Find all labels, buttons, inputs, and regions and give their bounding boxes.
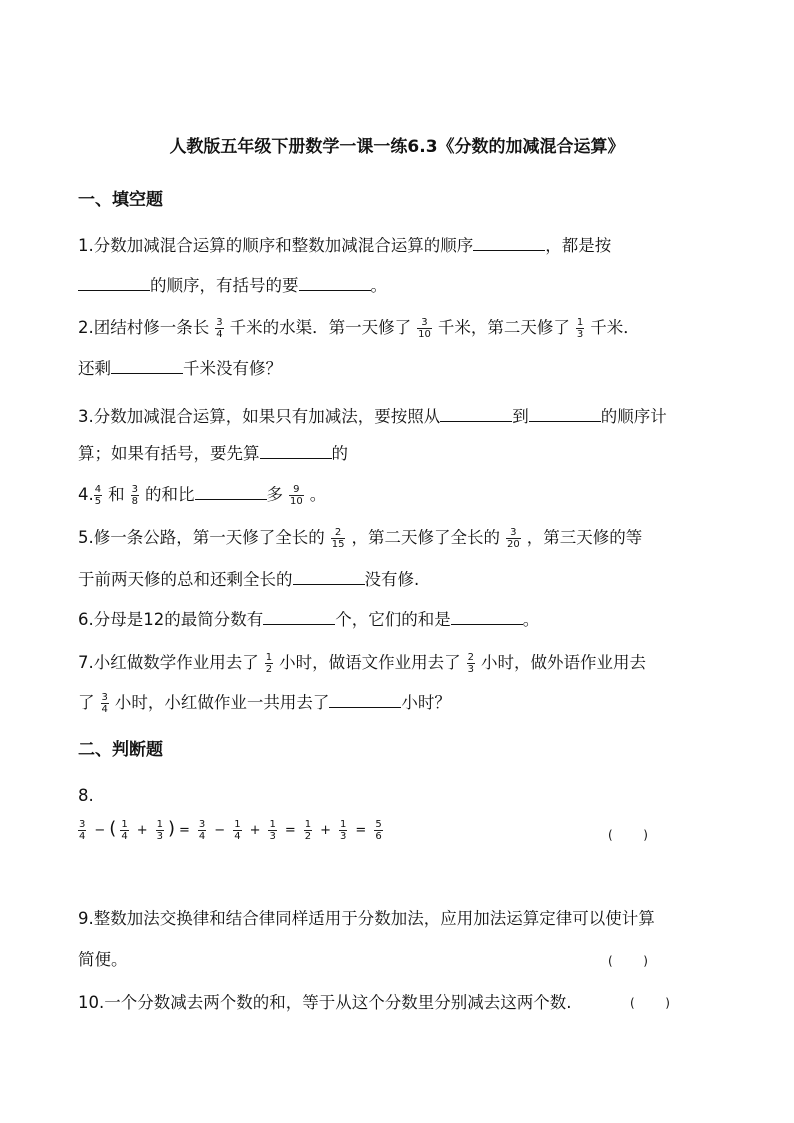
- answer-blank[interactable]: [329, 691, 401, 708]
- fraction: $\frac{1}{3}$: [576, 317, 584, 340]
- answer-parenthesis[interactable]: ( ): [608, 954, 648, 968]
- question-8-number: 8.: [78, 786, 94, 805]
- page-title: 人教版五年级下册数学一课一练6.3《分数的加减混合运算》: [169, 137, 625, 157]
- fraction: $\frac{2}{15}$: [331, 527, 345, 550]
- answer-blank[interactable]: [473, 234, 545, 251]
- fraction: $\frac{1}{3}$: [269, 819, 276, 842]
- section-fill-heading: 一、填空题: [78, 190, 163, 210]
- fraction: $\frac{3}{10}$: [418, 317, 431, 340]
- fraction: $\frac{1}{2}$: [304, 819, 312, 842]
- section-judge-heading: 二、判断题: [78, 740, 163, 760]
- fraction: $\frac{3}{8}$: [131, 484, 138, 507]
- fraction: $\frac{1}{3}$: [156, 819, 163, 842]
- fraction: $\frac{3}{4}$: [79, 819, 86, 842]
- fraction: $\frac{1}{2}$: [265, 652, 273, 675]
- answer-blank[interactable]: [293, 568, 365, 585]
- answer-blank[interactable]: [263, 608, 335, 625]
- question-2-line-2: 还剩 千米没有修？: [78, 359, 282, 378]
- fraction: $\frac{4}{5}$: [94, 484, 102, 507]
- fraction: $\frac{3}{4}$: [198, 819, 206, 842]
- question-10: 10.一个分数减去两个数的和，等于从这个分数里分别减去这两个数.: [78, 993, 572, 1012]
- fraction: $\frac{3}{4}$: [216, 317, 223, 340]
- answer-blank[interactable]: [299, 274, 371, 291]
- question-7-line-1: 7.小红做数学作业用去了 $\frac{1}{2}$ 小时，做语文作业用去了 $\frac{2}{3}$ 小时，做外语作业用去: [78, 652, 646, 675]
- answer-blank[interactable]: [440, 405, 512, 422]
- question-1-line-1: 1.分数加减混合运算的顺序和整数加减混合运算的顺序 ，都是按: [78, 236, 612, 255]
- answer-parenthesis[interactable]: ( ): [608, 828, 648, 842]
- question-5-line-1: 5.修一条公路，第一天修了全长的 $\frac{2}{15}$ ，第二天修了全长的 $\frac{3}{20}$ ，第三天修的等: [78, 527, 643, 550]
- answer-blank[interactable]: [195, 483, 267, 500]
- answer-blank[interactable]: [529, 405, 601, 422]
- fraction: $\frac{1}{4}$: [121, 819, 128, 842]
- answer-blank[interactable]: [78, 274, 150, 291]
- fraction: $\frac{5}{6}$: [375, 819, 382, 842]
- answer-parenthesis[interactable]: ( ): [630, 996, 670, 1010]
- question-9-line-2: 简便。: [78, 950, 128, 969]
- answer-blank[interactable]: [260, 442, 332, 459]
- answer-blank[interactable]: [111, 357, 183, 374]
- question-2-line-1: 2.团结村修一条长 $\frac{3}{4}$ 千米的水渠．第一天修了 $\frac{3}{10}$ 千米，第二天修了 $\frac{1}{3}$ 千米．: [78, 317, 640, 340]
- question-5-line-2: 于前两天修的总和还剩全长的 没有修.: [78, 570, 420, 589]
- fraction: $\frac{2}{3}$: [467, 652, 474, 675]
- question-9-line-1: 9.整数加法交换律和结合律同样适用于分数加法，应用加法运算定律可以使计算: [78, 909, 655, 928]
- fraction: $\frac{1}{4}$: [234, 819, 241, 842]
- question-4: 4. $\frac{4}{5}$ 和 $\frac{3}{8}$ 的和比 多 $\frac{9}{10}$ 。: [78, 484, 327, 507]
- fraction: $\frac{3}{20}$: [506, 527, 520, 550]
- question-6: 6.分母是12的最简分数有 个，它们的和是 。: [78, 610, 540, 629]
- question-7-line-2: 了 $\frac{3}{4}$ 小时，小红做作业一共用去了 小时？: [78, 692, 451, 715]
- fraction: $\frac{1}{3}$: [340, 819, 347, 842]
- question-3-line-1: 3.分数加减混合运算，如果只有加减法，要按照从 到 的顺序计: [78, 407, 667, 426]
- question-3-line-2: 算；如果有括号，要先算 的: [78, 444, 348, 463]
- answer-blank[interactable]: [451, 608, 523, 625]
- fraction: $\frac{3}{4}$: [101, 692, 108, 715]
- question-8-equation: $\frac{3}{4}$ − ( $\frac{1}{4}$ + $\frac{1}{3}$ ) = $\frac{3}{4}$ − $\frac{1}{4}$ + $\frac{1}{3}$ = $\frac{1}{2}$ + $\frac{1}{3}$ = $\frac{5}{6}$: [79, 818, 382, 842]
- question-1-line-2: 的顺序，有括号的要 。: [78, 274, 387, 298]
- fraction: $\frac{9}{10}$: [290, 484, 303, 507]
